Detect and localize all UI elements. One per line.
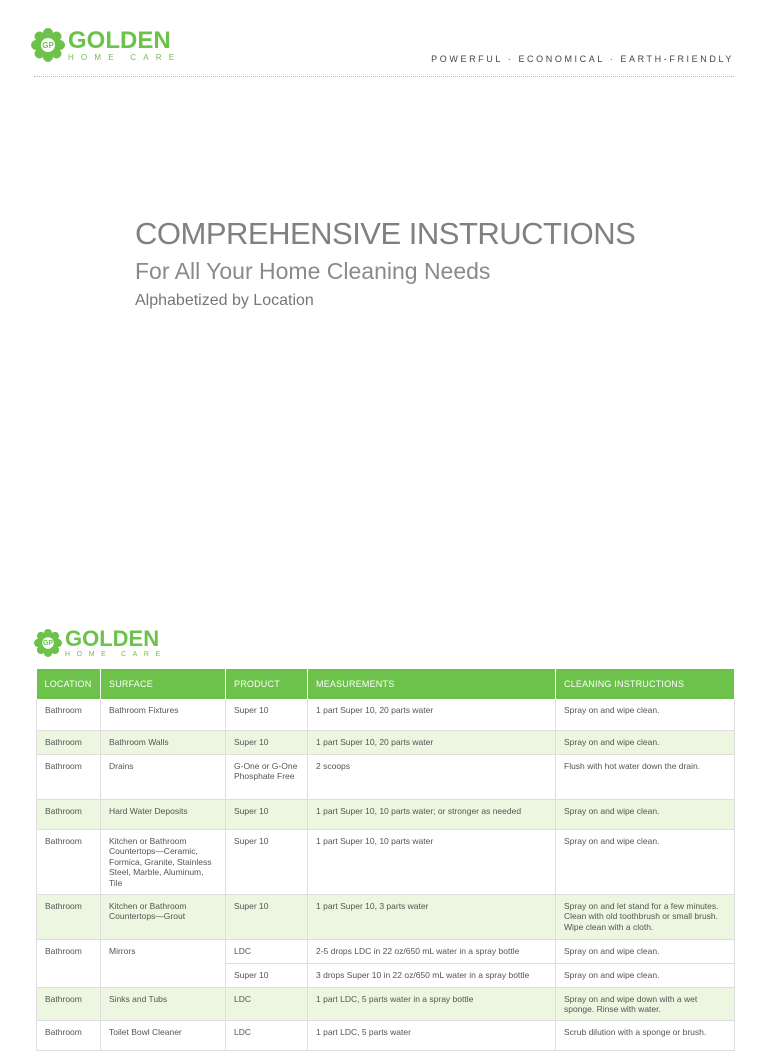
cell-surface: Hard Water Deposits <box>101 799 226 829</box>
table-row <box>37 894 735 939</box>
cell-location: Bathroom <box>37 939 101 987</box>
cell-instructions: Spray on and wipe clean. <box>556 699 735 730</box>
cell-location: Bathroom <box>37 754 101 799</box>
cell-instructions: Spray on and wipe clean. <box>556 730 735 754</box>
cell-location: Bathroom <box>37 987 101 1020</box>
logo-initials: GP <box>42 40 54 50</box>
flower-logo-icon <box>31 28 65 62</box>
cell-location: Bathroom <box>37 730 101 754</box>
cell-measurements: 1 part LDC, 5 parts water <box>308 1020 556 1050</box>
column-header-surface: SURFACE <box>101 669 226 699</box>
brand-subtitle: HOME CARE <box>65 651 167 658</box>
cell-instructions: Spray on and wipe clean. <box>556 939 735 963</box>
logo-initials: GP <box>42 639 54 647</box>
cell-surface: Toilet Bowl Cleaner <box>101 1020 226 1050</box>
cell-surface: Bathroom Walls <box>101 730 226 754</box>
cell-measurements: 3 drops Super 10 in 22 oz/650 mL water in a spray bottle <box>308 963 556 987</box>
cell-instructions: Spray on and wipe clean. <box>556 963 735 987</box>
cell-product: G-One or G-One Phosphate Free <box>226 754 308 799</box>
cell-surface: Sinks and Tubs <box>101 987 226 1020</box>
cell-product: Super 10 <box>226 799 308 829</box>
cell-measurements: 2 scoops <box>308 754 556 799</box>
cell-instructions: Spray on and wipe down with a wet sponge. Rinse with water. <box>556 987 735 1020</box>
brand-subtitle: HOME CARE <box>68 52 182 62</box>
cell-product: Super 10 <box>226 894 308 939</box>
cell-measurements: 1 part Super 10, 10 parts water; or stronger as needed <box>308 799 556 829</box>
cell-measurements: 1 part Super 10, 20 parts water <box>308 730 556 754</box>
brand-name: GOLDEN <box>68 26 171 54</box>
cell-measurements: 1 part Super 10, 3 parts water <box>308 894 556 939</box>
table-row <box>37 1020 735 1050</box>
cell-instructions: Flush with hot water down the drain. <box>556 754 735 799</box>
cell-measurements: 1 part Super 10, 20 parts water <box>308 699 556 730</box>
table-row <box>37 730 735 754</box>
flower-logo-icon <box>34 629 62 657</box>
table-row <box>37 987 735 1020</box>
cell-measurements: 1 part Super 10, 10 parts water <box>308 829 556 894</box>
table-header-row <box>37 669 735 699</box>
column-header-location: LOCATION <box>37 669 101 699</box>
table-row <box>37 939 735 963</box>
top-logo <box>31 28 181 62</box>
cell-location: Bathroom <box>37 829 101 894</box>
cell-measurements: 1 part LDC, 5 parts water in a spray bottle <box>308 987 556 1020</box>
cell-product: LDC <box>226 1020 308 1050</box>
cell-surface: Drains <box>101 754 226 799</box>
cell-surface: Kitchen or Bathroom Countertops—Ceramic, Formica, Granite, Stainless Steel, Marble, Aluminum, Tile <box>101 829 226 894</box>
cell-location: Bathroom <box>37 894 101 939</box>
cell-location: Bathroom <box>37 799 101 829</box>
column-header-product: PRODUCT <box>226 669 308 699</box>
document-note: Alphabetized by Location <box>135 292 314 309</box>
document-subtitle: For All Your Home Cleaning Needs <box>135 258 491 284</box>
cell-instructions: Scrub dilution with a sponge or brush. <box>556 1020 735 1050</box>
cell-location: Bathroom <box>37 1020 101 1050</box>
cell-product: Super 10 <box>226 699 308 730</box>
cell-location: Bathroom <box>37 699 101 730</box>
table-logo <box>34 628 167 658</box>
cell-product: LDC <box>226 939 308 963</box>
cell-instructions: Spray on and let stand for a few minutes. Clean with old toothbrush or small brush. Wipe clean with a cloth. <box>556 894 735 939</box>
table-row <box>37 699 735 730</box>
table-row <box>37 829 735 894</box>
cell-surface: Bathroom Fixtures <box>101 699 226 730</box>
brand-name: GOLDEN <box>65 626 160 651</box>
column-header-measurements: MEASUREMENTS <box>308 669 556 699</box>
cell-surface: Kitchen or Bathroom Countertops—Grout <box>101 894 226 939</box>
cell-product: Super 10 <box>226 963 308 987</box>
table-row <box>37 754 735 799</box>
column-header-instructions: CLEANING INSTRUCTIONS <box>556 669 735 699</box>
table-row <box>37 799 735 829</box>
cell-product: LDC <box>226 987 308 1020</box>
cell-surface: Mirrors <box>101 939 226 987</box>
instructions-table <box>36 669 735 1051</box>
cell-instructions: Spray on and wipe clean. <box>556 829 735 894</box>
cell-product: Super 10 <box>226 829 308 894</box>
tagline: POWERFUL · ECONOMICAL · EARTH-FRIENDLY <box>431 54 734 64</box>
cell-measurements: 2-5 drops LDC in 22 oz/650 mL water in a spray bottle <box>308 939 556 963</box>
cell-product: Super 10 <box>226 730 308 754</box>
cell-instructions: Spray on and wipe clean. <box>556 799 735 829</box>
document-title: COMPREHENSIVE INSTRUCTIONS <box>135 216 636 251</box>
header-divider <box>34 76 734 77</box>
